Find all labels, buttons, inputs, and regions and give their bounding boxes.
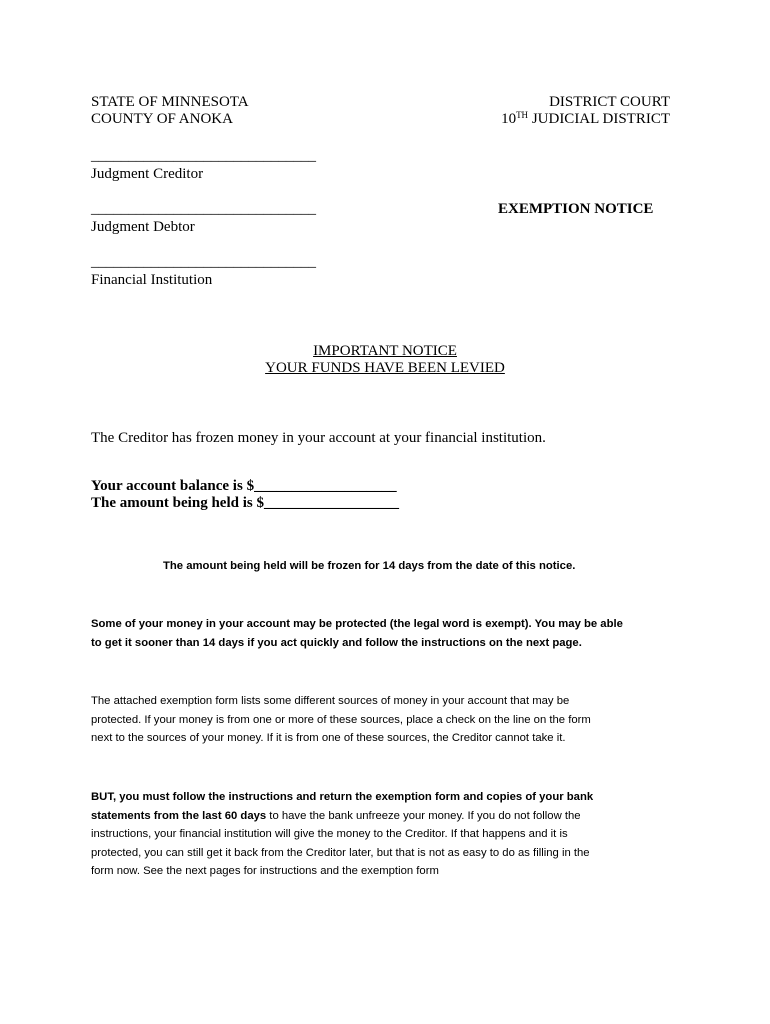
- frozen-statement: The Creditor has frozen money in your account at your financial institution.: [91, 430, 546, 446]
- district-suffix: TH: [516, 110, 529, 120]
- caption-right: [501, 94, 670, 128]
- but-line-2-bold: statements from the last 60 days: [91, 809, 267, 822]
- balance-line: [91, 478, 399, 495]
- but-line-3: instructions, your financial institution will give the money to the Creditor. If that happens and it is: [91, 828, 568, 840]
- days-notice: The amount being held will be frozen for 14 days from the date of this notice.: [163, 560, 576, 572]
- important-notice: [0, 343, 770, 377]
- but-line-4: protected, you can still get it back from the Creditor later, but that is not as easy to do as filling in the: [91, 846, 590, 859]
- judicial-district: [501, 111, 670, 128]
- notice-subheading: YOUR FUNDS HAVE BEEN LEVIED: [265, 360, 505, 376]
- attached-paragraph: [91, 692, 591, 748]
- but-line-2-rest: to have the bank unfreeze your money. If you do not follow the: [266, 809, 581, 822]
- amounts-block: [91, 478, 399, 512]
- notice-heading: IMPORTANT NOTICE: [313, 343, 457, 359]
- state-name: STATE OF MINNESOTA: [91, 94, 249, 110]
- district-number: 10: [501, 111, 517, 127]
- institution-label: Financial Institution: [91, 272, 213, 288]
- balance-label: Your account balance is $: [91, 478, 255, 494]
- county-name: COUNTY OF ANOKA: [91, 111, 233, 127]
- creditor-label: Judgment Creditor: [91, 166, 204, 182]
- caption-left: [91, 94, 249, 128]
- creditor-blank-line[interactable]: ______________________________: [91, 148, 316, 164]
- court-name: DISTRICT COURT: [549, 94, 670, 110]
- but-line-2: [91, 807, 593, 826]
- but-line-1: BUT, you must follow the instructions and return the exemption form and copies of your bank: [91, 791, 594, 803]
- held-label: The amount being held is $: [91, 495, 264, 511]
- party-creditor: [91, 148, 316, 183]
- but-paragraph: [91, 788, 593, 881]
- balance-blank[interactable]: ___________________: [254, 478, 397, 494]
- attached-line-3: next to the sources of your money. If it is from one of these sources, the Creditor cannot take it.: [91, 732, 566, 744]
- party-institution: [91, 254, 316, 289]
- attached-line-2: protected. If your money is from one or more of these sources, place a check on the line on the form: [91, 713, 591, 726]
- institution-blank-line[interactable]: ______________________________: [91, 254, 316, 270]
- held-line: [91, 495, 399, 512]
- document-title: EXEMPTION NOTICE: [498, 201, 654, 217]
- but-line-5: form now. See the next pages for instructions and the exemption form: [91, 865, 439, 877]
- held-blank[interactable]: __________________: [263, 495, 399, 511]
- debtor-label: Judgment Debtor: [91, 219, 195, 235]
- protected-line-1: Some of your money in your account may be protected (the legal word is exempt). You may be able: [91, 618, 623, 630]
- attached-line-1: The attached exemption form lists some different sources of money in your account that may be: [91, 695, 570, 707]
- party-debtor: [91, 201, 316, 236]
- protected-line-2: to get it sooner than 14 days if you act quickly and follow the instructions on the next page.: [91, 636, 582, 649]
- district-label: JUDICIAL DISTRICT: [528, 111, 670, 127]
- protected-paragraph: [91, 615, 623, 652]
- debtor-blank-line[interactable]: ______________________________: [91, 201, 316, 217]
